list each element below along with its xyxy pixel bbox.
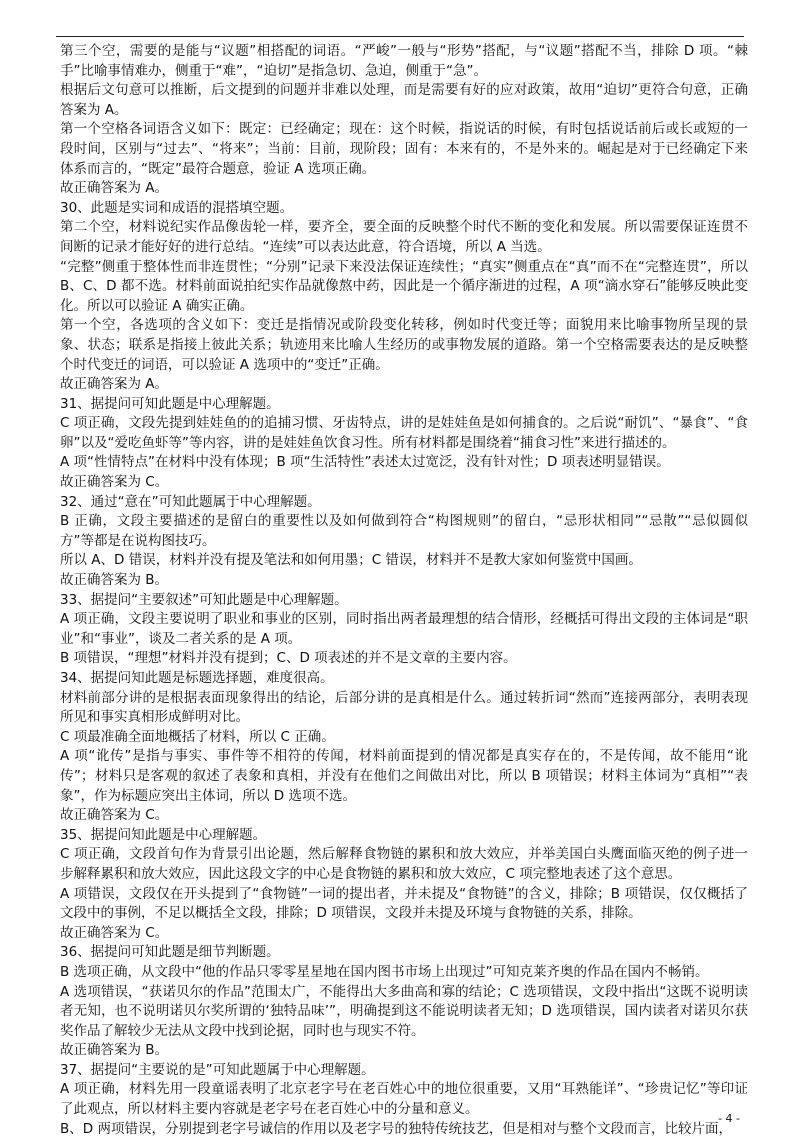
paragraph: A 项正确，材料先用一段童谣表明了北京老字号在老百姓心中的地位很重要，又用“耳熟能详”、“珍贵记忆”等印证了此观点，所以材料主要内容就是老字号在老百姓心中的分量和意义。 bbox=[60, 1081, 748, 1118]
paragraph: 37、据提问“主要说的是”可知此题属于中心理解题。 bbox=[60, 1061, 375, 1078]
paragraph: 故正确答案为 A。 bbox=[60, 376, 169, 393]
paragraph: 第三个空，需要的是能与“议题”相搭配的词语。“严峻”一般与“形势”搭配，与“议题”搭配不当，排除 D 项。“棘手”比喻事情难办，侧重于“难”，“迫切”是指急切、急迫，侧重于“急”。 bbox=[60, 43, 748, 79]
paragraph: 故正确答案为 A。 bbox=[60, 180, 169, 197]
paragraph: A 项错误，文段仅在开头提到了“食物链”一词的提出者，并未提及“食物链”的含义，排除；B 项错误，仅仅概括了文段中的事例，不足以概括全文段，排除；D 项错误，文段并未提及环境与食物链的关系，排除。 bbox=[60, 885, 748, 922]
document-body bbox=[60, 42, 748, 1139]
paragraph: 故正确答案为 B。 bbox=[60, 1042, 169, 1059]
paragraph: 故正确答案为 C。 bbox=[60, 807, 169, 824]
paragraph: 第一个空，各选项的含义如下：变迁是指情况或阶段变化转移，例如时代变迁等；面貌用来比喻事物所呈现的景象、状态；联系是指接上彼此关系；轨迹用来比喻人生经历的或事物发展的道路。第一个空格需要表达的是反映整个时代变迁的词语，可以验证 A 选项中的“变迁”正确。 bbox=[60, 317, 748, 373]
paragraph: C 项正确，文段先提到娃娃鱼的的追捕习惯、牙齿特点，讲的是娃娃鱼是如何捕食的。之后说“耐饥”、“暴食”、“食卵”以及“爱吃鱼虾等”等内容，讲的是娃娃鱼饮食习性。所有材料都是围绕着“捕食习性”来进行描述的。 bbox=[60, 415, 748, 451]
paragraph: B 项错误，“理想”材料并没有提到；C、D 项表述的并不是文章的主要内容。 bbox=[60, 650, 517, 667]
paragraph: A 选项错误，“获诺贝尔的作品”范围太广，不能得出大多曲高和寡的结论；C 选项错误，文段中指出“这既不说明读者无知，也不说明诺贝尔奖所谓的‘独特品味’”，明确提到这不能说明读者无知；D 选项错误，国内读者对诺贝尔获奖作品了解较少无法从文段中找到论据，同时也与现实不符。 bbox=[60, 983, 748, 1039]
paragraph: 33、据提问“主要叙述”可知此题是中心理解题。 bbox=[60, 591, 348, 608]
paragraph: 根据后文句意可以推断，后文提到的问题并非难以处理，而是需要有好的应对政策，故用“迫切”更符合句意，正确答案为 A。 bbox=[60, 82, 748, 118]
paragraph: A 项“讹传”是指与事实、事件等不相符的传闻，材料前面提到的情况都是真实存在的，不是传闻，故不能用“讹传”；材料只是客观的叙述了表象和真相，并没有在他们之间做出对比，所以 B 项错误；材料主体词为“真相”“表象”，作为标题应突出主体词，所以 D 选项不选。 bbox=[60, 748, 748, 804]
paragraph: 第二个空，材料说纪实作品像齿轮一样，要齐全，要全面的反映整个时代不断的变化和发展。所以需要保证连贯不间断的记录才能好好的进行总结。“连续”可以表达此意，符合语境，所以 A 当选。 bbox=[60, 219, 748, 255]
paragraph: “完整”侧重于整体性而非连贯性；“分别”记录下来没法保证连续性；“真实”侧重点在“真”而不在“完整连贯”，所以 B、C、D 都不选。材料前面说拍纪实作品就像熬中药，因此是一个循序渐进的过程，A 项“滴水穿石”能够反映此变化。所以可以验证 A 确实正确。 bbox=[60, 258, 748, 314]
paragraph: 34、据提问知此题是标题选择题，难度很高。 bbox=[60, 670, 334, 686]
paragraph: 35、据提问知此题是中心理解题。 bbox=[60, 826, 267, 843]
paragraph: A 项正确，文段主要说明了职业和事业的区别，同时指出两者最理想的结合情形，经概括可得出文段的主体词是“职业”和“事业”，谈及二者关系的是 A 项。 bbox=[60, 611, 748, 647]
paragraph: 第一个空格各词语含义如下：既定：已经确定；现在：这个时候，指说话的时候，有时包括说话前后或长或短的一段时间，区别与“过去”、“将来”；当前：目前，现阶段；固有：本来有的，不是外来的。崛起是对于已经确定下来体系而言的，“既定”最符合题意，验证 A 选项正确。 bbox=[60, 121, 748, 177]
paragraph: 故正确答案为 C。 bbox=[60, 924, 169, 941]
paragraph: B、D 两项错误，分别提到老字号诚信的作用以及老字号的独特传统技艺，但是相对与整个文段而言，比较片面， bbox=[60, 1120, 732, 1137]
header-rule bbox=[56, 36, 744, 37]
paragraph: 故正确答案为 B。 bbox=[60, 572, 169, 589]
paragraph: 故正确答案为 C。 bbox=[60, 474, 169, 491]
paragraph: 31、据提问可知此题是中心理解题。 bbox=[60, 395, 280, 412]
paragraph: B 正确，文段主要描述的是留白的重要性以及如何做到符合“构图规则”的留白，“忌形状相同”“忌散”“忌似圆似方”等都是在说构图技巧。 bbox=[60, 513, 748, 549]
paragraph: B 选项正确，从文段中“他的作品只零零星星地在国内图书市场上出现过”可知克莱齐奥的作品在国内不畅销。 bbox=[60, 963, 709, 980]
paragraph: 36、据提问可知此题是细节判断题。 bbox=[60, 944, 280, 961]
paragraph: C 项正确，文段首句作为背景引出论题，然后解释食物链的累积和放大效应，并举美国白头鹰面临灭绝的例子进一步解释累积和放大效应，因此这段文字的中心是食物链的累积和放大效应，C 项完整地表述了这个意思。 bbox=[60, 846, 748, 882]
paragraph: 所以 A、D 错误，材料并没有提及笔法和如何用墨；C 错误，材料并不是教大家如何鉴赏中国画。 bbox=[60, 552, 642, 569]
paragraph: 30、此题是实词和成语的混搭填空题。 bbox=[60, 199, 294, 216]
paragraph: 材料前部分讲的是根据表面现象得出的结论，后部分讲的是真相是什么。通过转折词“然而”连接两部分，表明表现所见和事实真相形成鲜明对比。 bbox=[60, 689, 748, 726]
paragraph: 32、通过“意在”可知此题属于中心理解题。 bbox=[60, 493, 321, 510]
paragraph: A 项“性情特点”在材料中没有体现；B 项“生活特性”表述太过宽泛，没有针对性；D 项表述明显错误。 bbox=[60, 454, 670, 471]
page-number: - 4 - bbox=[718, 1112, 740, 1125]
paragraph: C 项最准确全面地概括了材料，所以 C 正确。 bbox=[60, 728, 335, 745]
